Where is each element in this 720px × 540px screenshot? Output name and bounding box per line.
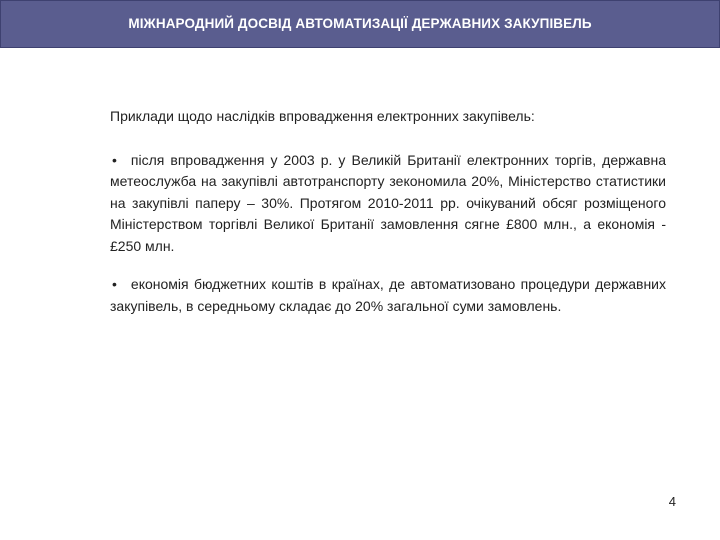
bullet-icon: •: [112, 151, 117, 168]
page-number: 4: [668, 494, 676, 509]
bullet-item: [110, 274, 666, 317]
bullet-text: економія бюджетних коштів в країнах, де автоматизовано процедури державних закупівель, в середньому складає до 20% загальної суми замовлень.: [110, 276, 666, 314]
bullet-item: [110, 150, 666, 258]
content-area: [110, 106, 666, 334]
intro-text: Приклади щодо наслідків впровадження електронних закупівель:: [110, 108, 535, 124]
header-bar: [0, 0, 720, 48]
bullet-text: після впровадження у 2003 р. у Великій Британії електронних торгів, державна метеослужба на закупівлі автотранспорту зекономила 20%, Міністерство статистики на закупівлі паперу – 30%. Протягом 2010-2011 рр. очікуваний обсяг розміщеного Міністерством торгівлі Великої Британії замовлення сягне £800 млн., а економія - £250 млн.: [110, 151, 666, 254]
bullet-icon: •: [112, 276, 117, 292]
slide-title: МІЖНАРОДНИЙ ДОСВІД АВТОМАТИЗАЦІЇ ДЕРЖАВНИХ ЗАКУПІВЕЛЬ: [128, 15, 592, 31]
